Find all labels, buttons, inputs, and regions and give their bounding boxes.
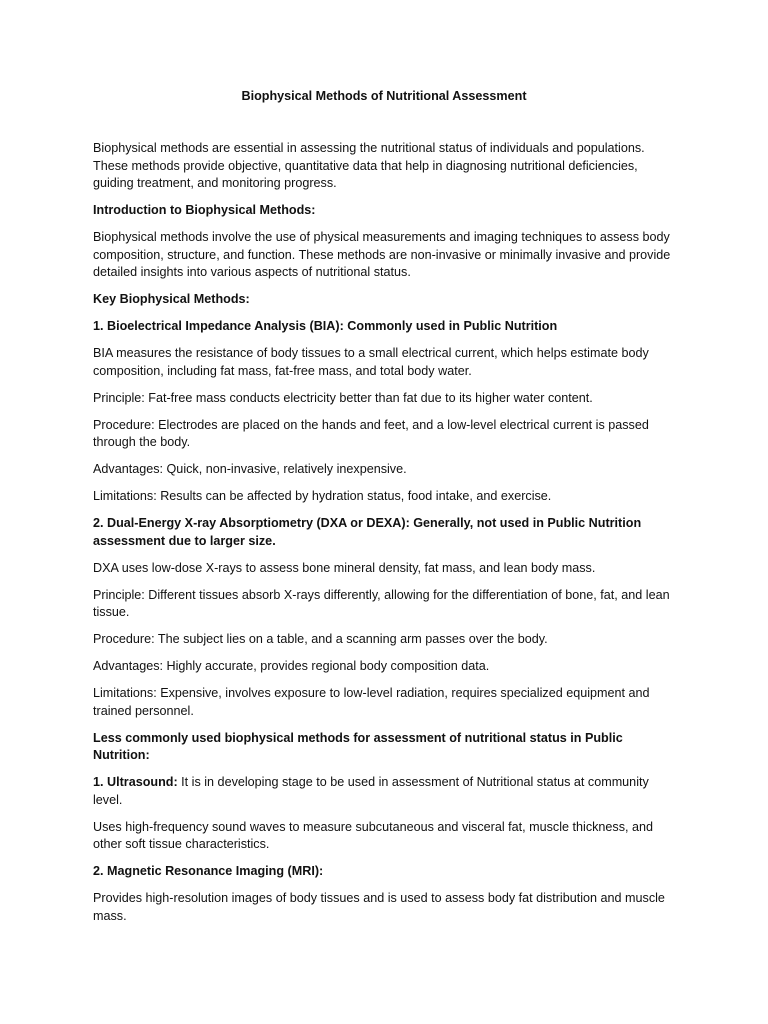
intro-paragraph: Biophysical methods are essential in assessing the nutritional status of individuals and populations. These methods provide objective, quantitative data that help in diagnosing nutritional deficiencies, guiding treatment, and monitoring progress.	[93, 141, 645, 190]
ultrasound-paragraph	[93, 774, 678, 809]
dxa-principle: Principle: Different tissues absorb X-rays differently, allowing for the differentiation of bone, fat, and lean tissue.	[93, 587, 670, 619]
mri-heading: 2. Magnetic Resonance Imaging (MRI):	[93, 864, 324, 878]
bia-description: BIA measures the resistance of body tissues to a small electrical current, which helps estimate body composition, including fat mass, fat-free mass, and total body water.	[93, 346, 649, 378]
introduction-paragraph: Biophysical methods involve the use of physical measurements and imaging techniques to assess body composition, structure, and function. These methods are non-invasive or minimally invasive and provide detailed insights into various aspects of nutritional status.	[93, 230, 671, 279]
dxa-heading: 2. Dual-Energy X-ray Absorptiometry (DXA or DEXA): Generally, not used in Public Nutrition assessment due to larger size.	[93, 516, 642, 548]
section-heading-introduction: Introduction to Biophysical Methods:	[93, 203, 316, 217]
less-common-heading: Less commonly used biophysical methods for assessment of nutritional status in Public Nutrition:	[93, 730, 623, 762]
mri-description: Provides high-resolution images of body tissues and is used to assess body fat distribution and muscle mass.	[93, 891, 665, 923]
ultrasound-label: 1. Ultrasound:	[93, 775, 178, 789]
dxa-procedure: Procedure: The subject lies on a table, and a scanning arm passes over the body.	[93, 632, 548, 646]
bia-principle: Principle: Fat-free mass conducts electricity better than fat due to its higher water content.	[93, 390, 593, 405]
dxa-limitations: Limitations: Expensive, involves exposure to low-level radiation, requires specialized equipment and trained personnel.	[93, 686, 650, 718]
dxa-description: DXA uses low-dose X-rays to assess bone mineral density, fat mass, and lean body mass.	[93, 560, 596, 575]
dxa-advantages: Advantages: Highly accurate, provides regional body composition data.	[93, 659, 490, 673]
ultrasound-description: Uses high-frequency sound waves to measure subcutaneous and visceral fat, muscle thickness, and other soft tissue characteristics.	[93, 819, 654, 851]
document-body	[93, 140, 678, 935]
bia-advantages: Advantages: Quick, non-invasive, relatively inexpensive.	[93, 462, 407, 476]
section-heading-key-methods: Key Biophysical Methods:	[93, 292, 250, 306]
bia-procedure: Procedure: Electrodes are placed on the hands and feet, and a low-level electrical current is passed through the body.	[93, 417, 649, 449]
bia-limitations: Limitations: Results can be affected by hydration status, food intake, and exercise.	[93, 489, 552, 503]
bia-heading: 1. Bioelectrical Impedance Analysis (BIA): Commonly used in Public Nutrition	[93, 319, 558, 333]
document-title: Biophysical Methods of Nutritional Assessment	[241, 89, 527, 103]
ultrasound-text: It is in developing stage to be used in assessment of Nutritional status at community level.	[93, 775, 649, 807]
